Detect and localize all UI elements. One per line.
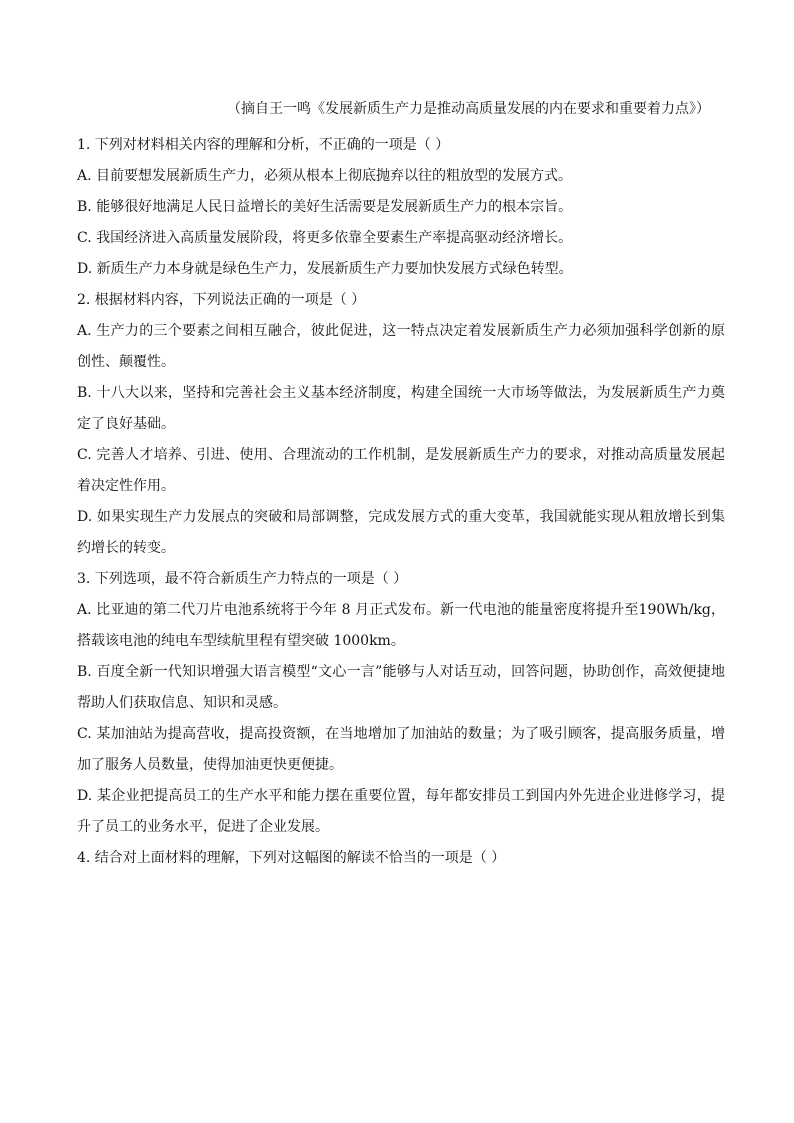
option-c: C. 某加油站为提高营收，提高投资额，在当地增加了加油站的数量；为了吸引顾客，提高服务质量，增加了服务人员数量，使得加油更快更便捷。: [77, 726, 725, 773]
option-d: D. 如果实现生产力发展点的突破和局部调整，完成发展方式的重大变革，我国就能实现从粗放增长到集约增长的转变。: [77, 509, 725, 556]
option-a: A. 生产力的三个要素之间相互融合，彼此促进，这一特点决定着发展新质生产力必须加强科学创新的原创性、颠覆性。: [77, 323, 725, 370]
option-b: B. 十八大以来，坚持和完善社会主义基本经济制度，构建全国统一大市场等做法，为发展新质生产力奠定了良好基础。: [77, 385, 725, 432]
question-3: [77, 564, 725, 843]
question-2: [77, 285, 725, 564]
option-d: D. 某企业把提高员工的生产水平和能力摆在重要位置，每年都安排员工到国内外先进企业进修学习，提升了员工的业务水平，促进了企业发展。: [77, 788, 725, 835]
question-4: [77, 843, 725, 874]
question-1: [77, 130, 725, 285]
question-stem: 2. 根据材料内容，下列说法正确的一项是（ ）: [77, 292, 366, 308]
option-a: A. 比亚迪的第二代刀片电池系统将于今年 8 月正式发布。新一代电池的能量密度将提升至190Wh/kg，搭载该电池的纯电车型续航里程有望突破 1000km。: [77, 602, 725, 649]
question-list: [77, 130, 725, 874]
question-stem: 4. 结合对上面材料的理解，下列对这幅图的解读不恰当的一项是（ ）: [77, 850, 506, 866]
option-b: B. 能够很好地满足人民日益增长的美好生活需要是发展新质生产力的根本宗旨。: [77, 199, 573, 215]
question-stem: 1. 下列对材料相关内容的理解和分析，不正确的一项是（ ）: [77, 137, 450, 153]
option-c: C. 我国经济进入高质量发展阶段，将更多依靠全要素生产率提高驱动经济增长。: [77, 230, 573, 246]
option-d: D. 新质生产力本身就是绿色生产力，发展新质生产力要加快发展方式绿色转型。: [77, 261, 573, 277]
source-citation: （摘自王一鸣《发展新质生产力是推动高质量发展的内在要求和重要着力点》）: [227, 101, 710, 117]
figure-placeholder: [77, 880, 725, 1080]
question-stem: 3. 下列选项，最不符合新质生产力特点的一项是（ ）: [77, 571, 408, 587]
option-c: C. 完善人才培养、引进、使用、合理流动的工作机制，是发展新质生产力的要求，对推动高质量发展起着决定性作用。: [77, 447, 725, 494]
option-a: A. 目前要想发展新质生产力，必须从根本上彻底抛弃以往的粗放型的发展方式。: [77, 168, 573, 184]
option-b: B. 百度全新一代知识增强大语言模型“文心一言”能够与人对话互动，回答问题，协助创作，高效便捷地帮助人们获取信息、知识和灵感。: [77, 664, 725, 711]
